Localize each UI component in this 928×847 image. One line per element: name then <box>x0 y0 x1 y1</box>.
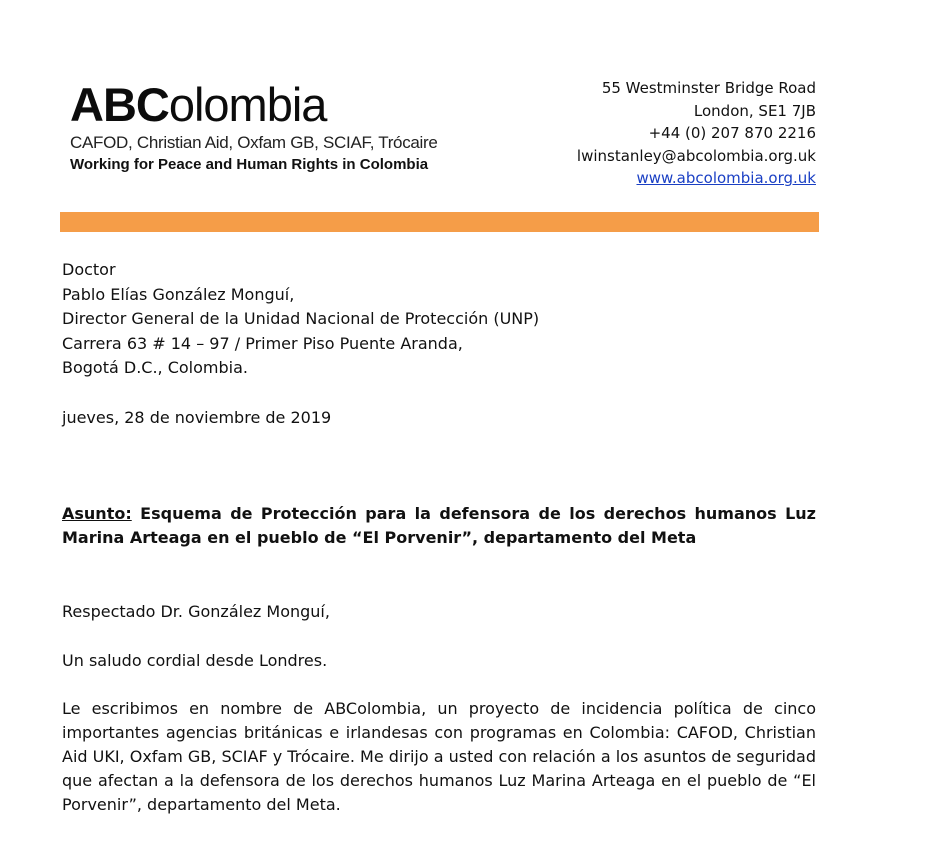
letter-date: jueves, 28 de noviembre de 2019 <box>62 408 332 427</box>
address-email: lwinstanley@abcolombia.org.uk <box>576 146 816 165</box>
subject-label: Asunto: <box>62 504 132 523</box>
paragraph-continuation: . Me dirijo a usted con relación a los asuntos de seguridad que afectan a la defensora de los derechos humanos Luz Marina Arteaga en el pueblo de “El Porvenir”, departamento del Meta. <box>62 747 817 814</box>
recipient-address-line-1: Carrera 63 # 14 – 97 / Primer Piso Puente Aranda, <box>62 333 463 353</box>
paragraph-intro: Le escribimos en nombre de ABColombia, un proyecto de incidencia política de cinco importantes agencias británicas e irlandesas con programas en Colombia: <box>62 699 816 742</box>
website-link[interactable]: www.abcolombia.org.uk <box>636 169 816 187</box>
address-phone: +44 (0) 207 870 2216 <box>648 124 816 142</box>
greeting: Un saludo cordial desde Londres. <box>62 651 328 670</box>
orange-divider <box>60 212 819 232</box>
logo-wordmark-bold: ABC <box>70 78 169 131</box>
recipient-title: Doctor <box>62 260 116 279</box>
abcolombia-logo <box>70 80 438 176</box>
recipient-block <box>62 258 816 381</box>
salutation: Respectado Dr. González Monguí, <box>62 602 330 621</box>
recipient-address-line-2: Bogotá D.C., Colombia. <box>62 358 248 377</box>
body-paragraph <box>62 697 816 817</box>
recipient-position: Director General de la Unidad Nacional de Protección (UNP) <box>62 309 540 328</box>
subject-text: Esquema de Protección para la defensora de los derechos humanos Luz Marina Arteaga en el pueblo de “El Porvenir”, departamento del Meta <box>62 504 816 547</box>
logo-tagline: Working for Peace and Human Rights in Colombia <box>70 156 429 173</box>
paragraph-organizations: CAFOD, Christian Aid UKI, Oxfam GB, SCIAF y Trócaire <box>62 723 816 766</box>
address-city: London, SE1 7JB <box>693 101 816 120</box>
sender-address <box>577 77 816 190</box>
logo-wordmark <box>70 80 438 130</box>
subject-line <box>62 502 816 550</box>
address-street: 55 Westminster Bridge Road <box>601 79 816 97</box>
logo-wordmark-rest: olombia <box>168 78 327 131</box>
logo-member-agencies: CAFOD, Christian Aid, Oxfam GB, SCIAF, Trócaire <box>70 133 438 152</box>
recipient-name: Pablo Elías González Monguí, <box>62 284 295 304</box>
